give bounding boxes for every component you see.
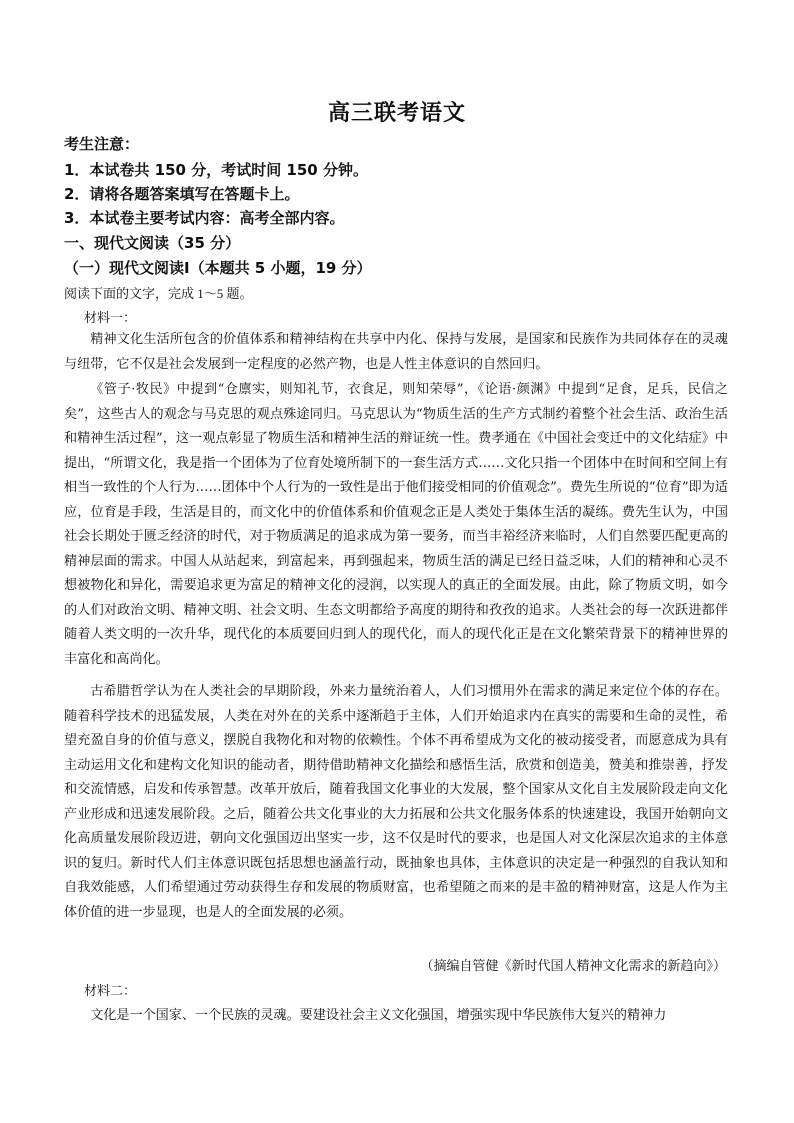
material-1-paragraph-1: 精神文化生活所包含的价值体系和精神结构在共享中内化、保持与发展，是国家和民族作为共同体存在的灵魂与纽带，它不仅是社会发展到一定程度的必然产物，也是人性主体意识的自然回归。 [64,332,728,372]
notice-item-1: 1．本试卷共 150 分，考试时间 150 分钟。 [64,161,368,179]
material-2-label: 材料二： [84,983,137,998]
material-1-source: （摘编自管健《新时代国人精神文化需求的新趋向》） [420,959,726,974]
reading-instruction: 阅读下面的文字，完成 1～5 题。 [64,286,253,301]
section-heading: 一、现代文阅读（35 分） [64,234,241,252]
material-1-paragraph-2: 《管子·牧民》中提到“仓廪实，则知礼节，衣食足，则知荣辱”，《论语·颜渊》中提到“足食，足兵，民信之矣”，这些古人的观念与马克思的观点殊途同归。马克思认为“物质生活的生产方式制约着整个社会生活、政治生活和精神生活过程”，这一观点彰显了物质生活和精神生活的辩证统一性。费孝通在《中国社会变迁中的文化结症》中提出，“所谓文化，我是指一个团体为了位育处境所制下的一套生活方式……文化只指一个团体中在时间和空间上有相当一致性的个人行为……团体中个人行为的一致性是出于他们接受相同的价值观念”。费先生所说的“位育”即为适应，位育是手段，生活是目的，而文化中的价值体系和价值观念正是人类处于集体生活的凝练。费先生认为，中国社会长期处于匮乏经济的时代，对于物质满足的追求成为第一要务，而当丰裕经济来临时，人们自然要匹配更高的精神层面的需求。中国人从站起来，到富起来，再到强起来，物质生活的满足已经日益乏味，人们的精神和心灵不想被物化和异化，需要追求更为富足的精神文化的浸润，以实现人的真正的全面发展。由此，除了物质文明，如今的人们对政治文明、精神文明、社会文明、生态文明都给予高度的期待和孜孜的追求。人类社会的每一次跃进都伴随着人类文明的一次升华，现代化的本质要回归到人的现代化，而人的现代化正是在文化繁荣背景下的精神世界的丰富化和高尚化。 [64,382,728,667]
material-1-label: 材料一： [84,310,137,325]
exam-title: 高三联考语文 [327,101,466,126]
subsection-heading: （一）现代文阅读Ⅰ（本题共 5 小题，19 分） [64,259,372,277]
notice-heading: 考生注意： [64,135,140,153]
notice-item-2: 2．请将各题答案填写在答题卡上。 [64,185,300,203]
material-1-paragraph-3: 古希腊哲学认为在人类社会的早期阶段，外来力量统治着人，人们习惯用外在需求的满足来定位个体的存在。随着科学技术的迅猛发展，人类在对外在的关系中逐渐趋于主体，人们开始追求内在真实的需要和生命的灵性，希望充盈自身的价值与意义，摆脱自我物化和对物的依赖性。个体不再希望成为文化的被动接受者，而愿意成为具有主动运用文化和建构文化知识的能动者，期待借助精神文化描绘和感悟生活，欣赏和创造美，赞美和推崇善，抒发和交流情感，启发和传承智慧。改革开放后，随着我国文化事业的大发展，整个国家从文化自主发展阶段走向文化产业形成和迅速发展阶段。之后，随着公共文化事业的大力拓展和公共文化服务体系的快速建设，我国开始朝向文化高质量发展阶段迈进，朝向文化强国迈出坚实一步，这不仅是时代的要求，也是国人对文化深层次追求的主体意识的复归。新时代人们主体意识既包括思想也涵盖行动，既抽象也具体，主体意识的决定是一种强烈的自我认知和自我效能感，人们希望通过劳动获得生存和发展的物质财富，也希望随之而来的是丰盈的精神财富，这是人作为主体价值的进一步显现，也是人的全面发展的必须。 [64,684,728,920]
notice-item-3: 3．本试卷主要考试内容：高考全部内容。 [64,209,345,227]
material-2-paragraph-1: 文化是一个国家、一个民族的灵魂。要建设社会主义文化强国，增强实现中华民族伟大复兴的精神力 [90,1008,667,1023]
